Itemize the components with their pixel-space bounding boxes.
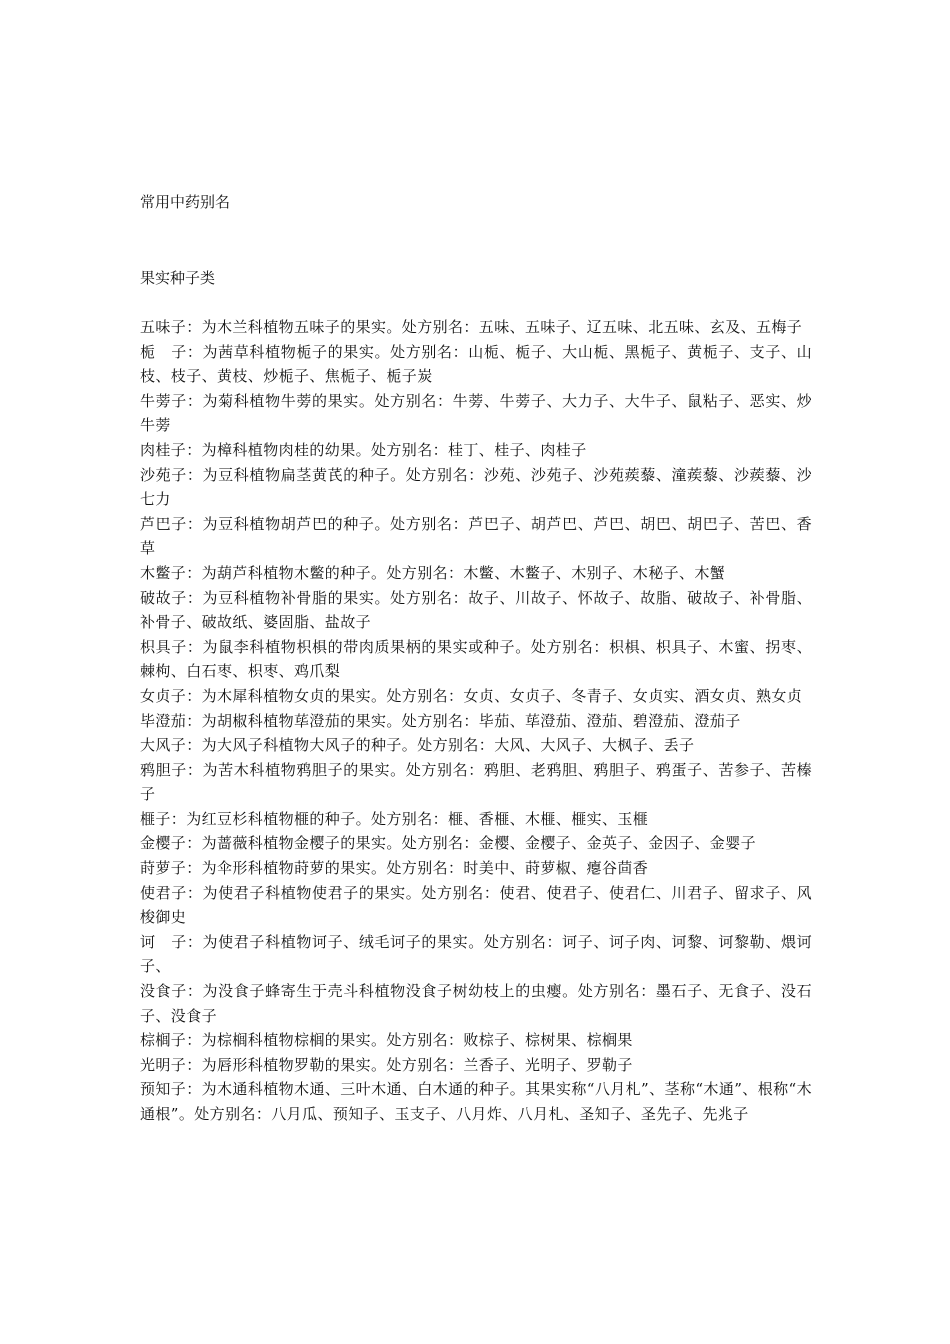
section-heading: 果实种子类 [140,269,216,287]
document-title: 常用中药别名 [140,193,231,211]
list-item: 毕澄茄：为胡椒科植物荜澄茄的果实。处方别名：毕茄、荜澄茄、澄茄、碧澄茄、澄茄子 [140,711,741,730]
list-item: 女贞子：为木犀科植物女贞的果实。处方别名：女贞、女贞子、冬青子、女贞实、酒女贞、熟女贞 [140,686,803,705]
list-item: 鸦胆子：为苦木科植物鸦胆子的果实。处方别名：鸦胆、老鸦胆、鸦胆子、鸦蛋子、苦参子、苦榛子 [140,760,812,804]
list-item: 诃 子：为使君子科植物诃子、绒毛诃子的果实。处方别名：诃子、诃子肉、诃黎、诃黎勒、煨诃子、 [140,932,812,976]
list-item: 枳具子：为鼠李科植物枳椇的带肉质果柄的果实或种子。处方别名：枳椇、枳具子、木蜜、拐枣、棘枸、白石枣、枳枣、鸡爪梨 [140,637,812,681]
list-item: 五味子：为木兰科植物五味子的果实。处方别名：五味、五味子、辽五味、北五味、玄及、五梅子 [140,318,803,336]
list-item: 栀 子：为茜草科植物栀子的果实。处方别名：山栀、栀子、大山栀、黑栀子、黄栀子、支子、山枝、枝子、黄枝、炒栀子、焦栀子、栀子炭 [140,342,812,386]
list-item: 肉桂子：为樟科植物肉桂的幼果。处方别名：桂丁、桂子、肉桂子 [140,440,587,459]
list-item: 牛蒡子：为菊科植物牛蒡的果实。处方别名：牛蒡、牛蒡子、大力子、大牛子、鼠粘子、恶实、炒牛蒡 [140,391,812,435]
list-item: 大风子：为大风子科植物大风子的种子。处方别名：大风、大风子、大枫子、丢子 [140,736,695,755]
list-item: 沙苑子：为豆科植物扁茎黄芪的种子。处方别名：沙苑、沙苑子、沙苑蒺藜、潼蒺藜、沙蒺藜、沙七力 [140,465,812,509]
list-item: 没食子：为没食子蜂寄生于壳斗科植物没食子树幼枝上的虫瘿。处方别名：墨石子、无食子、没石子、没食子 [140,982,812,1025]
list-item: 破故子：为豆科植物补骨脂的果实。处方别名：故子、川故子、怀故子、故脂、破故子、补骨脂、补骨子、破故纸、婆固脂、盐故子 [140,588,812,632]
list-item: 榧子：为红豆杉科植物榧的种子。处方别名：榧、香榧、木榧、榧实、玉榧 [140,809,649,828]
list-item: 木鳖子：为葫芦科植物木鳖的种子。处方别名：木鳖、木鳖子、木别子、木秘子、木蟹 [140,563,726,582]
list-item: 莳萝子：为伞形科植物莳萝的果实。处方别名：时美中、莳萝椒、瘪谷茴香 [140,859,649,878]
list-item: 光明子：为唇形科植物罗勒的果实。处方别名：兰香子、光明子、罗勒子 [140,1055,633,1074]
list-item: 芦巴子：为豆科植物胡芦巴的种子。处方别名：芦巴子、胡芦巴、芦巴、胡巴、胡巴子、苦巴、香草 [140,514,812,558]
list-item: 预知子：为木通科植物木通、三叶木通、白木通的种子。其果实称“八月札”、茎称“木通”、根称“木通根”。处方别名：八月瓜、预知子、玉支子、八月炸、八月札、圣知子、圣先子、先兆子 [140,1080,812,1123]
list-item: 使君子：为使君子科植物使君子的果实。处方别名：使君、使君子、使君仁、川君子、留求子、风梭御史 [140,883,812,927]
list-item: 金樱子：为蔷薇科植物金樱子的果实。处方别名：金樱、金樱子、金英子、金因子、金婴子 [140,834,757,853]
entry-list [140,315,812,1127]
list-item: 棕榈子：为棕榈科植物棕榈的果实。处方别名：败棕子、棕树果、棕榈果 [140,1031,633,1050]
